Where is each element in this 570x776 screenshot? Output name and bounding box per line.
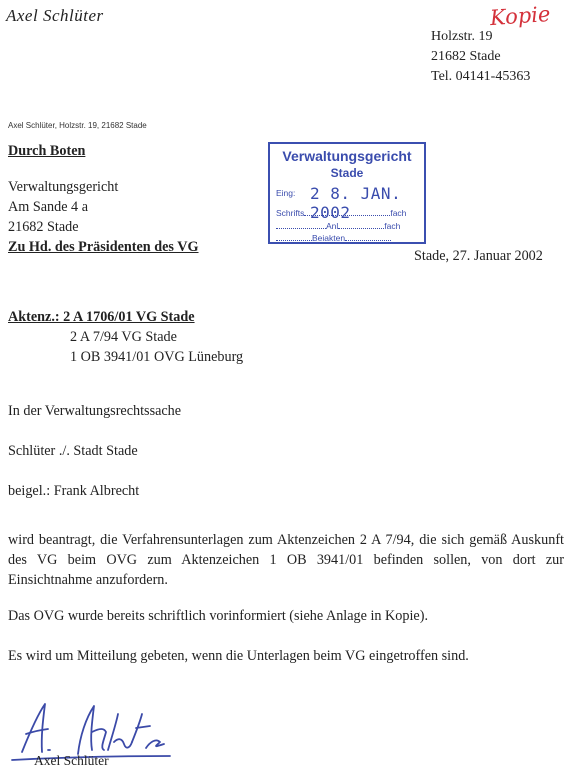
stamp-row-suffix: fach [390, 208, 407, 218]
stamp-row-label: Anl [326, 221, 339, 231]
court-receipt-stamp [268, 142, 426, 244]
letterhead-name: Axel Schlüter [6, 6, 104, 25]
request-paragraph: wird beantragt, die Verfahrensunterlagen zum Aktenzeichen 2 A 7/94, die sich gemäß Auskunft des VG beim OVG zum Aktenzeichen 1 OB 3941/01 befinden sollen, von dort zur Einsichtnahme anzufordern. [8, 532, 564, 588]
delivery-note: Durch Boten [8, 143, 86, 159]
kopie-stamp: Kopie [489, 1, 552, 31]
stamp-row-suffix: fach [384, 221, 401, 231]
stamp-row-label: Schrifts [276, 208, 305, 218]
recipient-line: 21682 Stade [8, 219, 79, 235]
parties-line: Schlüter ./. Stadt Stade [8, 443, 138, 459]
stamp-row-anl [276, 220, 400, 231]
case-reference-primary: Aktenz.: 2 A 1706/01 VG Stade [8, 309, 195, 325]
case-reference: 1 OB 3941/01 OVG Lüneburg [70, 349, 244, 365]
sender-address-line: Tel. 04141-45363 [431, 69, 531, 84]
sender-address [431, 27, 530, 87]
sender-address-line: Holzstr. 19 [431, 29, 493, 44]
matter-line: In der Verwaltungsrechtssache [8, 403, 182, 419]
info-paragraph: Das OVG wurde bereits schriftlich vorinformiert (siehe Anlage in Kopie). [8, 608, 428, 624]
letter-date: Stade, 27. Januar 2002 [414, 248, 543, 264]
signature-name: Axel Schlüter [34, 753, 109, 768]
spacer [8, 161, 199, 177]
case-reference-list [70, 327, 243, 367]
recipient-line: Am Sande 4 a [8, 199, 88, 215]
stamp-row-label: Beiakten [312, 233, 346, 243]
return-address-line: Axel Schlüter, Holzstr. 19, 21682 Stade [8, 121, 147, 130]
stamp-received-date: 2 8. JAN. 2002 [310, 184, 402, 222]
sender-address-line: 21682 Stade [431, 49, 501, 64]
stamp-row-schrifts [276, 207, 406, 218]
stamp-title: Verwaltungsgericht [282, 148, 412, 164]
recipient-attention: Zu Hd. des Präsidenten des VG [8, 239, 199, 255]
case-reference: 2 A 7/94 VG Stade [70, 329, 177, 345]
recipient-block [8, 141, 199, 257]
recipient-line: Verwaltungsgericht [8, 179, 119, 195]
closing-paragraph: Es wird um Mitteilung gebeten, wenn die Unterlagen beim VG eingetroffen sind. [8, 648, 469, 664]
stamp-row-beiakten [276, 232, 391, 243]
stamp-received-label: Eing: [276, 188, 296, 198]
stamp-place: Stade [330, 166, 364, 180]
joined-party-line: beigel.: Frank Albrecht [8, 483, 140, 499]
